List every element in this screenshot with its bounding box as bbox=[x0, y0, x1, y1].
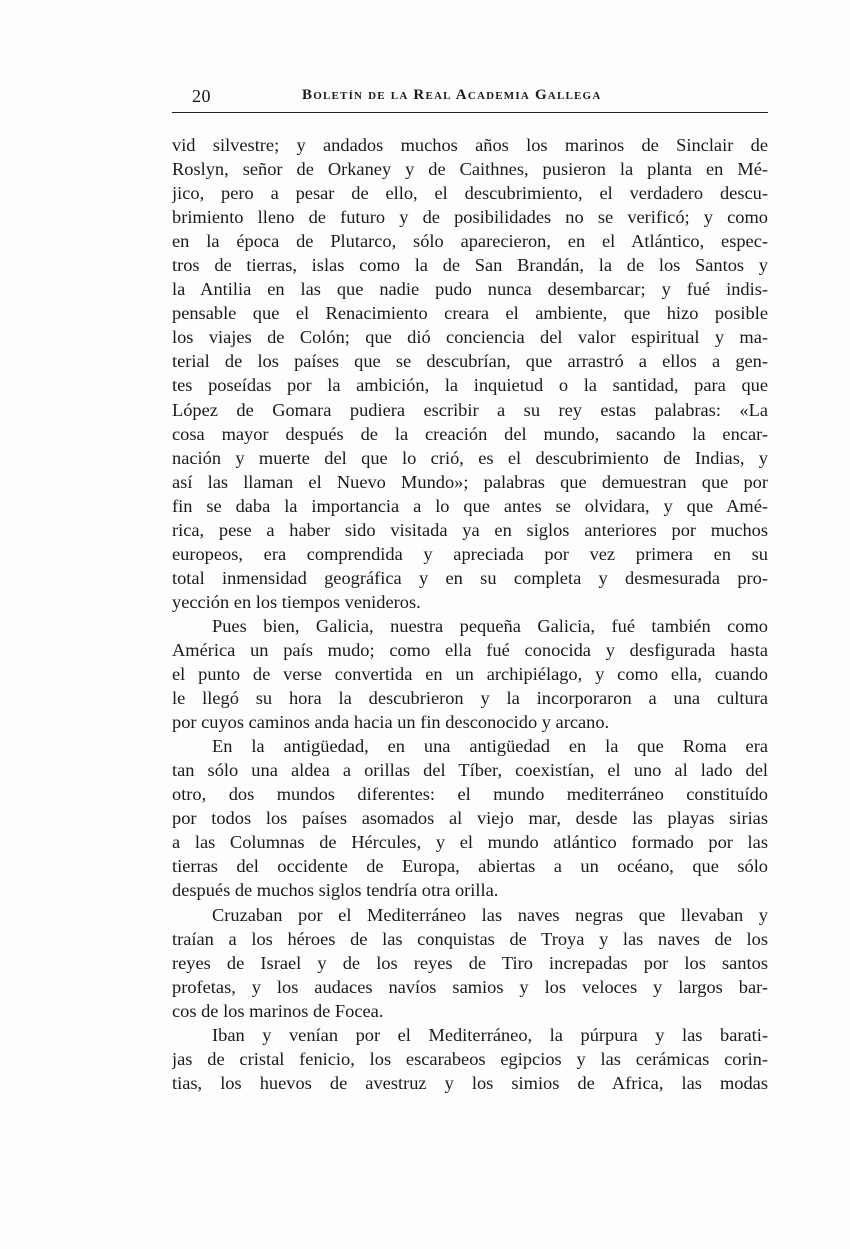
text-line: jas de cristal fenicio, los escarabeos egipcios y las cerámicas corin- bbox=[172, 1048, 768, 1069]
text-line: fin se daba la importancia a lo que antes se olvidara, y que Amé- bbox=[172, 495, 768, 516]
body-text bbox=[172, 133, 768, 1095]
text-line: nación y muerte del que lo crió, es el descubrimiento de Indias, y bbox=[172, 447, 768, 468]
text-line: López de Gomara pudiera escribir a su rey estas palabras: «La bbox=[172, 399, 768, 420]
text-line: tierras del occidente de Europa, abiertas a un océano, que sólo bbox=[172, 856, 768, 877]
text-line: los viajes de Colón; que dió conciencia del valor espiritual y ma- bbox=[172, 327, 768, 348]
paragraph-start: Cruzaban por el Mediterráneo las naves negras que llevaban y bbox=[212, 904, 768, 925]
text-line: la Antilia en las que nadie pudo nunca desembarcar; y fué indis- bbox=[172, 279, 768, 300]
running-title: Boletín de la Real Academia Gallega bbox=[302, 87, 602, 103]
paragraph-start: Pues bien, Galicia, nuestra pequeña Galicia, fué también como bbox=[212, 615, 768, 636]
text-line: vid silvestre; y andados muchos años los marinos de Sinclair de bbox=[172, 135, 768, 155]
text-line: Roslyn, señor de Orkaney y de Caithnes, pusieron la planta en Mé- bbox=[172, 159, 768, 180]
text-line: le llegó su hora la descubrieron y la incorporaron a una cultura bbox=[172, 688, 768, 709]
text-line: total inmensidad geográfica y en su completa y desmesurada pro- bbox=[172, 567, 768, 588]
text-line: así las llaman el Nuevo Mundo»; palabras que demuestran que por bbox=[172, 471, 768, 492]
text-line: a las Columnas de Hércules, y el mundo atlántico formado por las bbox=[172, 832, 768, 853]
text-line: terial de los países que se descubrían, que arrastró a ellos a gen- bbox=[172, 351, 768, 372]
text-line: después de muchos siglos tendría otra orilla. bbox=[172, 880, 499, 901]
text-line: América un país mudo; como ella fué conocida y desfigurada hasta bbox=[172, 639, 768, 660]
text-line: en la época de Plutarco, sólo aparecieron, en el Atlántico, espec- bbox=[172, 231, 768, 252]
text-line: europeos, era comprendida y apreciada por vez primera en su bbox=[172, 543, 768, 564]
text-line: por todos los países asomados al viejo mar, desde las playas sirias bbox=[172, 808, 768, 829]
text-line: tan sólo una aldea a orillas del Tíber, coexistían, el uno al lado del bbox=[172, 760, 768, 781]
text-line: cos de los marinos de Focea. bbox=[172, 1000, 384, 1021]
text-line: brimiento lleno de futuro y de posibilidades no se verificó; y como bbox=[172, 207, 768, 228]
running-header bbox=[172, 84, 768, 113]
text-line: otro, dos mundos diferentes: el mundo mediterráneo constituído bbox=[172, 784, 768, 805]
paragraph-start: En la antigüedad, en una antigüedad en la que Roma era bbox=[212, 736, 768, 757]
text-line: tros de tierras, islas como la de San Brandán, la de los Santos y bbox=[172, 255, 768, 276]
text-line: cosa mayor después de la creación del mundo, sacando la encar- bbox=[172, 423, 768, 444]
text-line: tes poseídas por la ambición, la inquietud o la santidad, para que bbox=[172, 375, 768, 396]
text-line: rica, pese a haber sido visitada ya en siglos anteriores por muchos bbox=[172, 519, 768, 540]
text-line: traían a los héroes de las conquistas de Troya y las naves de los bbox=[172, 928, 768, 949]
text-line: yección en los tiempos venideros. bbox=[172, 591, 421, 612]
text-line: pensable que el Renacimiento creara el ambiente, que hizo posible bbox=[172, 303, 768, 324]
page-number: 20 bbox=[192, 86, 211, 106]
text-line: tias, los huevos de avestruz y los simios de Africa, las modas bbox=[172, 1072, 768, 1093]
text-line: por cuyos caminos anda hacia un fin desconocido y arcano. bbox=[172, 712, 610, 733]
text-line: reyes de Israel y de los reyes de Tiro increpadas por los santos bbox=[172, 952, 768, 973]
text-line: el punto de verse convertida en un archipiélago, y como ella, cuando bbox=[172, 664, 768, 685]
text-line: profetas, y los audaces navíos samios y los veloces y largos bar- bbox=[172, 976, 768, 997]
text-line: jico, pero a pesar de ello, el descubrimiento, el verdadero descu- bbox=[172, 183, 768, 204]
paragraph-start: Iban y venían por el Mediterráneo, la púrpura y las barati- bbox=[212, 1024, 768, 1045]
